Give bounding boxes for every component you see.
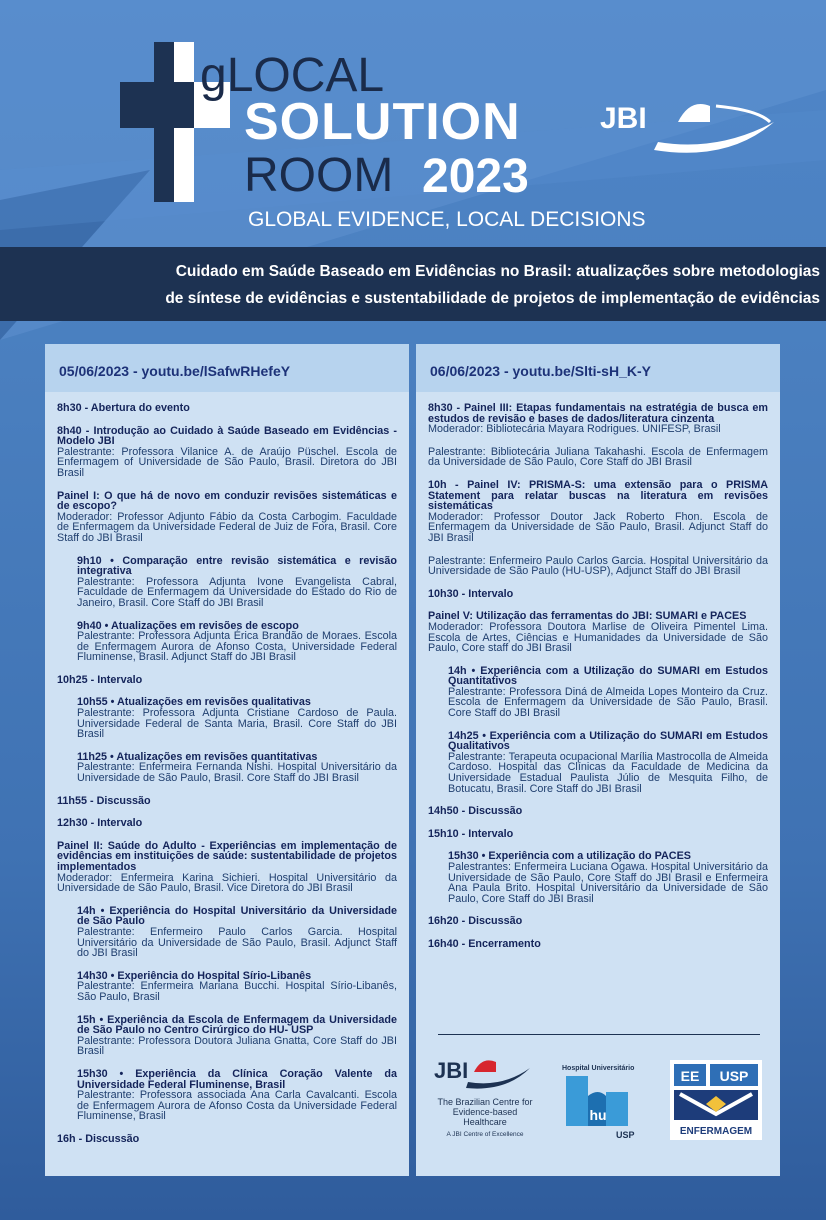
divider [438,1034,760,1035]
title-line-solution: SOLUTION [244,93,521,151]
day2-header-text: 06/06/2023 - youtu.be/Slti-sH_K-Y [430,363,651,379]
list-item: 16h40 - Encerramento [428,937,541,950]
list-item: 16h20 - Discussão [428,915,523,928]
list-item: 15h30 • Experiência com a utilização do PACES Palestrantes: Enfermeira Luciana Ogawa. Hospital Universitário da Universidade de São Paulo, Core Staff do JBI Brasil e Enfermeira Ana Paula Brito. Hospital Universitário da Universidade de São Paulo, Core Staff do JBI Brasil [448,850,768,905]
list-item: 14h • Experiência com a Utilização do SUMARI em Estudos Quantitativos Palestrante: Professora Diná de Almeida Lopes Monteiro da Cruz. Escola de Enfermagem da Universidade de São Paulo, Brasil. Core Staff do JBI Brasil [448,664,768,720]
svg-text:USP: USP [616,1130,635,1140]
list-item: Painel V: Utilização das ferramentas do JBI: SUMARI e PACES Moderador: Professora Doutora Marlise de Oliveira Pimentel Lima. Escola de Artes, Ciências e Humanidades da Universidade de São Paulo, Core staff do JBI Brasil [428,610,768,655]
list-item: 11h55 - Discussão [57,794,151,807]
list-item: 14h25 • Experiência com a Utilização do SUMARI em Estudos Qualitativos Palestrante: Terapeuta ocupacional Marília Mastrocolla de Almeida Cardoso. Hospital das Clínicas da Faculdade de Medicina da Universidade Estadual Paulista Júlio de Mesquita Filho, de Botucatu, Brasil. Core Staff do JBI Brasil [448,729,768,795]
list-item: 8h40 - Introdução ao Cuidado à Saúde Baseado em Evidências - Modelo JBI Palestrante: Professora Vilanice A. de Araújo Püschel. Escola de Enfermagem of Universidade de São Paulo, Brasil. Diretora do JBI Brasil [57,424,397,479]
list-item: Palestrante: Bibliotecária Juliana Takahashi. Escola de Enfermagem da Universidade de São Paulo, Core Staff do JBI Brasil [428,445,768,469]
list-item: 14h30 • Experiência do Hospital Sírio-Libanês Palestrante: Enfermeira Mariana Bucchi. Hospital Sírio-Libanês, São Paulo, Brasil [77,969,397,1003]
list-item: 8h30 - Abertura do evento [57,402,190,414]
list-item: 14h • Experiência do Hospital Universitário da Universidade de São Paulo Palestrante: Enfermeiro Paulo Carlos Garcia. Hospital Universitário da Universidade de São Paulo, Brasil. Adjunct Staff do JBI Brasil [77,904,397,960]
svg-text:ENFERMAGEM: ENFERMAGEM [679,1126,753,1137]
day1-panel [45,344,409,1176]
list-item: 9h40 • Atualizações em revisões de escopo Palestrante: Professora Adjunta Érica Brandão de Moraes. Escola de Enfermagem Aurora de Afonso Costa, Universidade Federal Fluminense, Brasil. Adjunct Staff do JBI Brasil [77,619,397,664]
list-item: 10h - Painel IV: PRISMA-S: uma extensão para o PRISMA Statement para relatar buscas na literatura em revisões sistemáticas Moderador: Professor Doutor Jack Roberto Fhon. Escola de Enfermagem da Universidade de São Paulo, Brasil. Adjunct Staff do JBI Brasil [428,478,768,544]
title-line-glocal: gLOCAL [200,49,385,102]
list-item: Painel II: Saúde do Adulto - Experiências em implementação de evidências em instituições de saúde: sustentabilidade de projetos implementados Moderador: Enfermeira Karina Sichieri. Hospital Universitário da Universidade de São Paulo, Brasil. Vice Diretora do JBI Brasil [57,839,397,895]
list-item: 15h30 • Experiência da Clínica Coração Valente da Universidade Federal Fluminense, Brasil Palestrante: Professora associada Ana Carla Cavalcanti. Escola de Enfermagem Aurora de Afonso Costa da Universidade Federal Fluminense, Brasil [77,1067,397,1123]
partner-logos [422,1030,782,1170]
title-line-room: ROOM [244,149,394,202]
list-item: 8h30 - Painel III: Etapas fundamentais na estratégia de busca em estudos de revisão e bases de dados/literatura cinzenta Moderador: Bibliotecária Mayara Rodrigues. UNIFESP, Brasil [428,402,768,436]
svg-text:Hospital Universitário: Hospital Universitário [562,1065,635,1072]
subtitle [60,258,820,312]
jbi-logo-text: JBI [600,102,647,135]
jbi-brazil-logo [430,1048,540,1138]
jbi-brazil-caption: The Brazilian Centre for Evidence-based Healthcare [437,1097,533,1127]
day1-header-text: 05/06/2023 - youtu.be/lSafwRHefeY [59,363,291,379]
day1-header [45,344,409,392]
list-item: 10h25 - Intervalo [57,673,143,686]
list-item: Palestrante: Enfermeiro Paulo Carlos Garcia. Hospital Universitário da Universidade de São Paulo (HU-USP), Adjunct Staff do JBI Brasil [428,554,768,578]
svg-text:JBI: JBI [434,1058,469,1083]
list-item: Painel I: O que há de novo em conduzir revisões sistemáticas e de escopo? Moderador: Professor Adjunto Fábio da Costa Carbogim. Faculdade de Enfermagem da Universidade Federal de Juiz de Fora, Brasil. Core Staff do JBI Brasil [57,489,397,544]
jbi-brazil-icon [430,1048,540,1092]
day2-header [416,344,780,392]
subtitle-line-2: de síntese de evidências e sustentabilidade de projetos de implementação de evidências [165,290,820,307]
ee-usp-logo-icon [670,1060,762,1140]
jbi-brazil-subcaption: A JBI Centre of Excellence [446,1131,524,1138]
day2-schedule [428,396,768,950]
day1-schedule [57,396,397,1144]
list-item: 10h55 • Atualizações em revisões qualitativas Palestrante: Professora Adjunta Cristiane Cardoso de Paula. Universidade Federal de Santa Maria, Brasil. Core Staff do JBI Brasil [77,696,397,741]
hu-usp-logo-icon [558,1062,642,1142]
svg-text:hu: hu [589,1107,607,1123]
list-item: 15h10 - Intervalo [428,827,514,840]
list-item: 11h25 • Atualizações em revisões quantitativas Palestrante: Enfermeira Fernanda Nishi. Hospital Universitário da Universidade de São Paulo, Brasil. Core Staff do JBI Brasil [77,750,397,785]
list-item: 16h - Discussão [57,1132,140,1145]
svg-text:EE: EE [680,1068,700,1084]
list-item: 12h30 - Intervalo [57,817,143,830]
svg-text:USP: USP [719,1068,749,1084]
list-item: 9h10 • Comparação entre revisão sistemática e revisão integrativa Palestrante: Professora Adjunta Ivone Evangelista Cabral, Faculdade de Enfermagem da Universidade do Estado do Rio de Janeiro, Brasil. Core Staff do JBI Brasil [77,554,397,609]
subtitle-line-1: Cuidado em Saúde Baseado em Evidências no Brasil: atualizações sobre metodologias [175,263,820,280]
title-year: 2023 [422,150,529,203]
list-item: 15h • Experiência da Escola de Enfermagem da Universidade de São Paulo no Centro Cirúrgico do HU- USP Palestrante: Professora Doutora Juliana Gnatta, Core Staff do JBI Brasil [77,1013,397,1058]
tagline: GLOBAL EVIDENCE, LOCAL DECISIONS [248,208,646,231]
jbi-logo-icon [598,92,778,162]
list-item: 14h50 - Discussão [428,805,523,818]
list-item: 10h30 - Intervalo [428,587,514,600]
header [0,0,826,240]
